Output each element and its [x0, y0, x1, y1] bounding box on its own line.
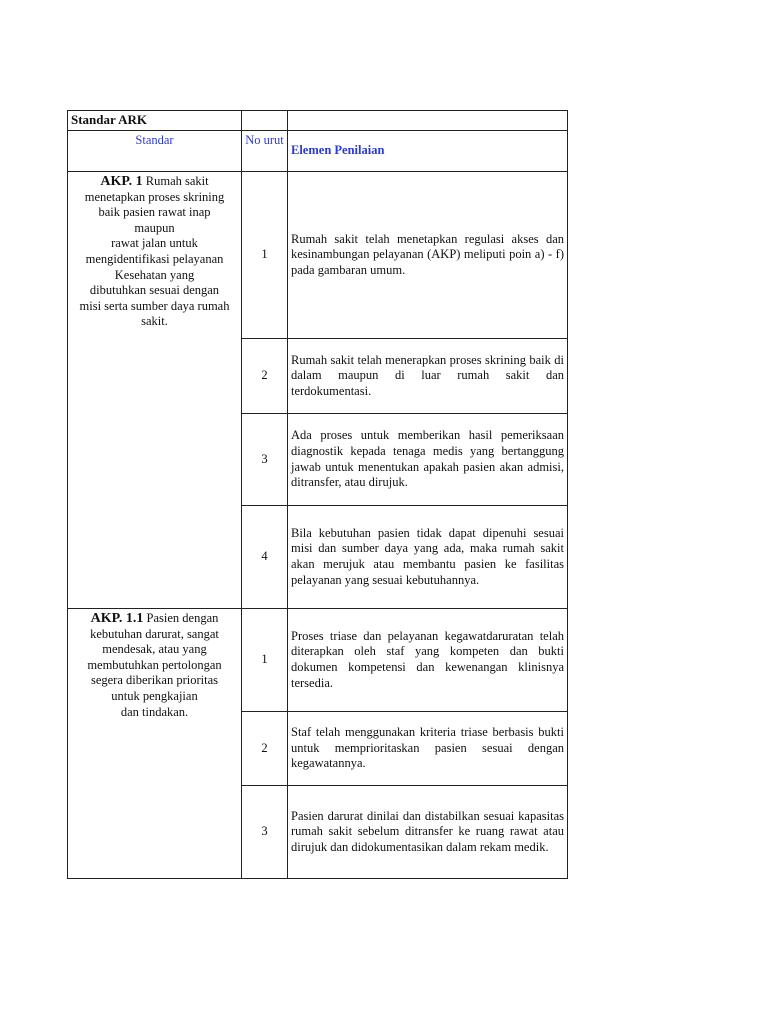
standard-cell-akp1-1: [68, 609, 242, 879]
header-no-urut: No urut: [242, 131, 288, 172]
standards-table: [67, 110, 568, 879]
element-number: 2: [242, 339, 288, 414]
standard-text-line: untuk pengkajian: [111, 688, 198, 703]
element-text: Pasien darurat dinilai dan distabilkan sesuai kapasitas rumah sakit sebelum ditransfer ke ruang rawat atau dirujuk dan didokumentasikan dalam rekam medik.: [288, 786, 568, 879]
standard-text-line: menetapkan proses skrining: [84, 189, 225, 204]
element-number: 3: [242, 786, 288, 879]
element-text: Proses triase dan pelayanan kegawatdaruratan telah diterapkan oleh staf yang kompeten dan bukti dokumen kompetensi dan kewenangan klinisnya tersedia.: [288, 609, 568, 712]
header-row: [68, 131, 568, 172]
element-number: 3: [242, 414, 288, 506]
standard-text-line: misi serta sumber daya rumah: [79, 298, 230, 313]
standard-text-line: rawat jalan untuk: [111, 236, 198, 251]
element-number: 1: [242, 172, 288, 339]
element-text: Rumah sakit telah menerapkan proses skrining baik di dalam maupun di luar rumah sakit dan terdokumentasi.: [288, 339, 568, 414]
empty-cell: [242, 111, 288, 131]
standard-text-line: membutuhkan pertolongan: [87, 657, 222, 672]
standard-text-line: dibutuhkan sesuai dengan: [89, 283, 220, 298]
element-text: Bila kebutuhan pasien tidak dapat dipenuhi sesuai misi dan sumber daya yang ada, maka rumah sakit akan merujuk atau membantu pasien ke fasilitas pelayanan yang sesuai kebutuhannya.: [288, 506, 568, 609]
table-title: Standar ARK: [68, 111, 242, 131]
standard-text-line: mendesak, atau yang: [102, 642, 207, 657]
empty-cell: [288, 111, 568, 131]
standard-text-line: segera diberikan prioritas: [90, 673, 219, 688]
standard-text-line: dan tindakan.: [120, 704, 189, 719]
header-elemen-penilaian: Elemen Penilaian: [288, 131, 568, 172]
standard-text-line: kebutuhan darurat, sangat: [90, 626, 219, 641]
standard-text-line: Rumah sakit: [145, 174, 209, 188]
element-number: 1: [242, 609, 288, 712]
element-number: 2: [242, 712, 288, 786]
standard-text-line: Kesehatan yang: [114, 267, 195, 282]
standard-text-line: mengidentifikasi pelayanan: [85, 251, 224, 266]
table-row: [68, 609, 568, 712]
standard-text-line: maupun: [134, 220, 175, 235]
element-text: Staf telah menggunakan kriteria triase berbasis bukti untuk memprioritaskan pasien sesuai dengan kegawatannya.: [288, 712, 568, 786]
standard-code: AKP. 1.1: [90, 611, 144, 626]
header-standar: Standar: [68, 131, 242, 172]
standard-text-line: Pasien dengan: [146, 611, 219, 625]
standard-text-line: baik pasien rawat inap: [98, 205, 211, 220]
standard-cell-akp1: [68, 172, 242, 609]
element-text: Rumah sakit telah menetapkan regulasi akses dan kesinambungan pelayanan (AKP) meliputi poin a) - f) pada gambaran umum.: [288, 172, 568, 339]
element-text: Ada proses untuk memberikan hasil pemeriksaan diagnostik kepada tenaga medis yang bertanggung jawab untuk menentukan apakah pasien akan admisi, ditransfer, atau dirujuk.: [288, 414, 568, 506]
table-row: [68, 172, 568, 339]
standard-code: AKP. 1: [100, 174, 143, 189]
title-row: [68, 111, 568, 131]
standard-text-line: sakit.: [141, 314, 168, 329]
element-number: 4: [242, 506, 288, 609]
